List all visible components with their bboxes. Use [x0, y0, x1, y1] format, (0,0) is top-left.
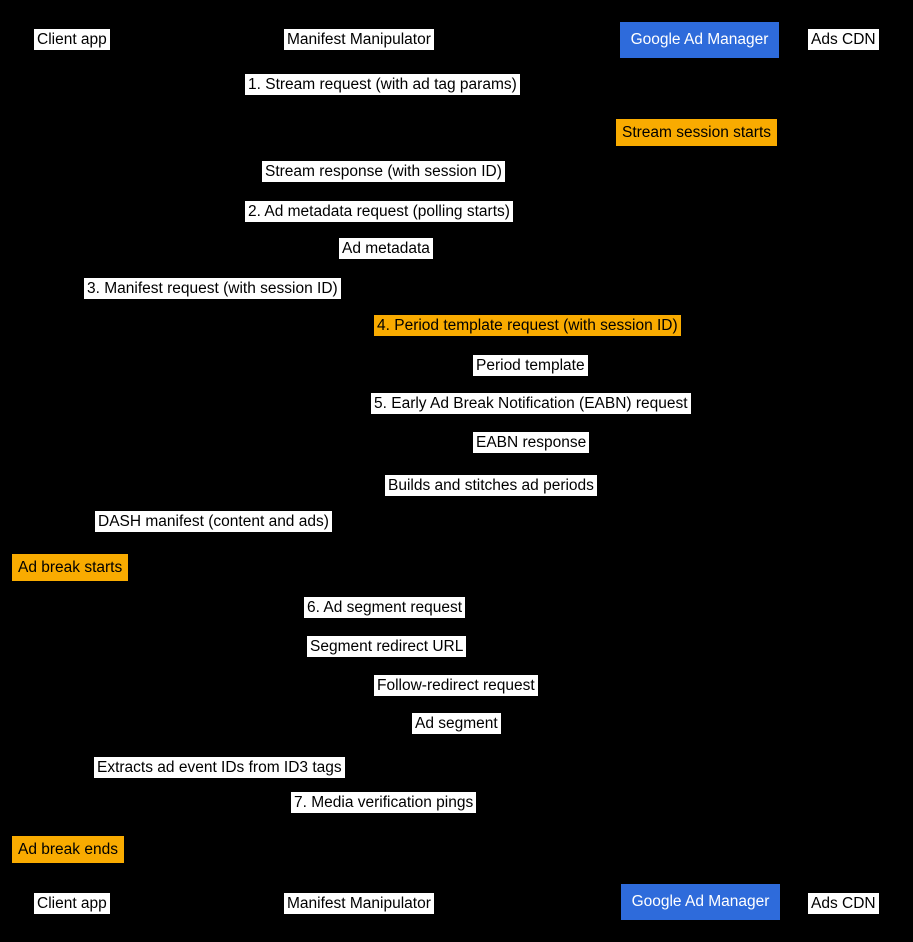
participant-google-ad-manager-bottom: Google Ad Manager [621, 884, 780, 920]
message-media-verification-pings: 7. Media verification pings [291, 792, 476, 813]
participant-client-app-bottom: Client app [34, 893, 110, 914]
message-dash-manifest: DASH manifest (content and ads) [95, 511, 332, 532]
message-period-template-request: 4. Period template request (with session ID) [374, 315, 681, 336]
participant-manifest-manipulator-top: Manifest Manipulator [284, 29, 434, 50]
note-ad-break-ends: Ad break ends [12, 836, 124, 863]
participant-ads-cdn-bottom: Ads CDN [808, 893, 879, 914]
self-message-builds-and-stitches: Builds and stitches ad periods [385, 475, 597, 496]
note-stream-session-starts: Stream session starts [616, 119, 777, 146]
message-manifest-request: 3. Manifest request (with session ID) [84, 278, 341, 299]
message-stream-response: Stream response (with session ID) [262, 161, 505, 182]
message-eabn-request: 5. Early Ad Break Notification (EABN) request [371, 393, 691, 414]
participant-manifest-manipulator-bottom: Manifest Manipulator [284, 893, 434, 914]
self-message-extracts-id3: Extracts ad event IDs from ID3 tags [94, 757, 345, 778]
message-period-template: Period template [473, 355, 588, 376]
note-ad-break-starts: Ad break starts [12, 554, 128, 581]
message-eabn-response: EABN response [473, 432, 589, 453]
participant-google-ad-manager-top: Google Ad Manager [620, 22, 779, 58]
message-ad-metadata: Ad metadata [339, 238, 433, 259]
message-ad-segment-request: 6. Ad segment request [304, 597, 465, 618]
message-segment-redirect-url: Segment redirect URL [307, 636, 466, 657]
message-ad-metadata-request: 2. Ad metadata request (polling starts) [245, 201, 513, 222]
message-follow-redirect-request: Follow-redirect request [374, 675, 538, 696]
message-ad-segment: Ad segment [412, 713, 501, 734]
participant-ads-cdn-top: Ads CDN [808, 29, 879, 50]
participant-client-app-top: Client app [34, 29, 110, 50]
message-stream-request: 1. Stream request (with ad tag params) [245, 74, 520, 95]
